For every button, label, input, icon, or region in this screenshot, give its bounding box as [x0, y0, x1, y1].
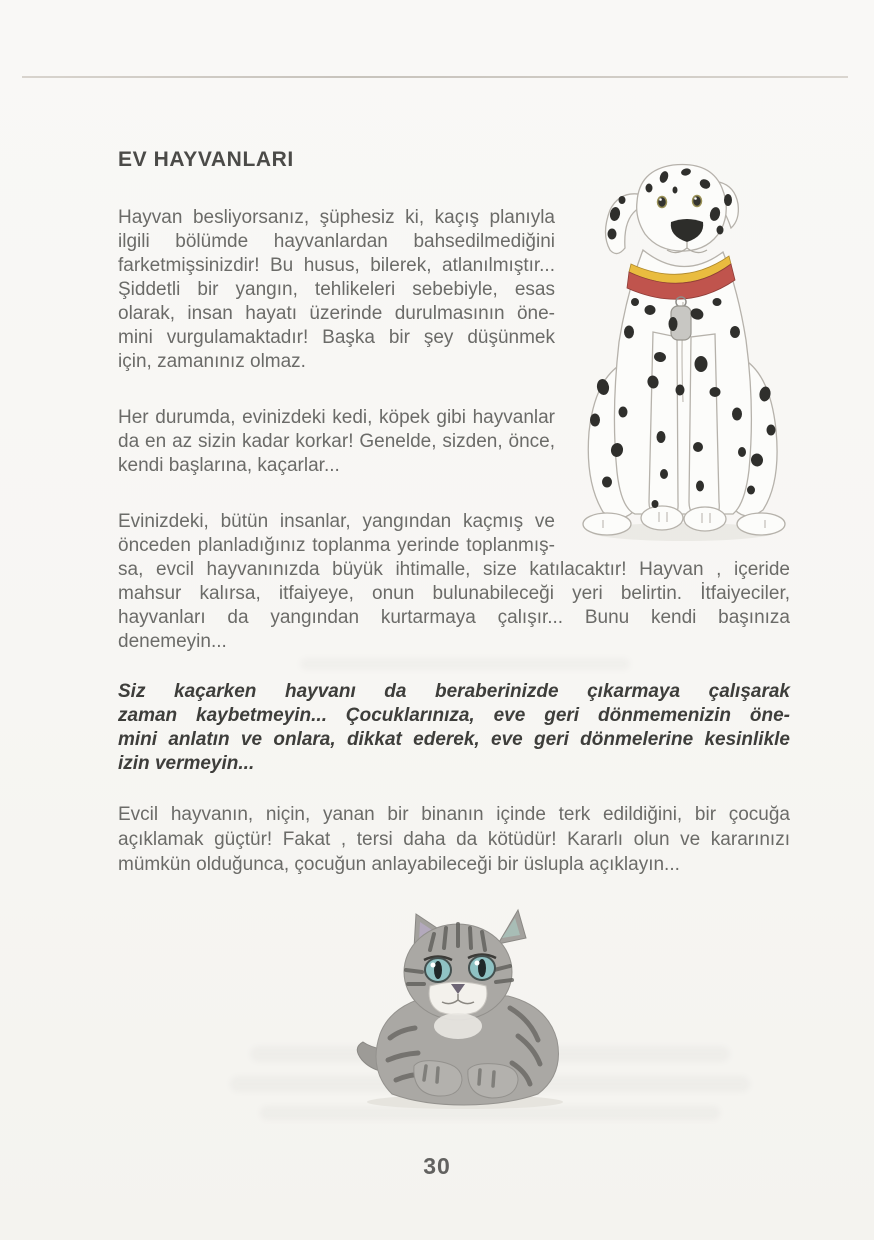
- paragraph-pets-intro: Hayvan besliyorsanız, şüphesiz ki, kaçış planıyla ilgili bölümde hayvanlardan bahsedilmediğini farketmişsinizdir! Bu husus, bilerek, atlanılmıştır... Şiddetli bir yangın, tehlikeleri sebebiyle, esas olarak, insan hayatı üzerinde durulmasının öne- mini vurgulamaktadır! Başka bir şey düşünmek için, zamanınız olmaz.: [118, 207, 555, 372]
- dog-illustration-area: [555, 148, 790, 550]
- header-rule: [22, 76, 848, 78]
- paragraph-animals-fear: Her durumda, evinizdeki kedi, köpek gibi hayvanlar da en az sizin kadar korkar! Genelde, sizden, önce, kendi başlarına, kaçarlar...: [118, 407, 555, 476]
- dalmatian-dog-illustration: [565, 152, 800, 544]
- tabby-cat-illustration: [330, 908, 590, 1113]
- text-column: [118, 148, 790, 877]
- paragraph-explain-to-child: Evcil hayvanın, niçin, yanan bir binanın içinde terk edildiğini, bir çocuğa açıklamak güçtür! Fakat , tersi daha da kötüdür! Kararlı olun ve kararınızı mümkün olduğunca, çocuğun anlayabileceği bir üslupla açıklayın...: [118, 804, 790, 875]
- cat-illustration-area: [330, 908, 590, 1118]
- paragraph-emphasis-warning: Siz kaçarken hayvanı da beraberinizde çıkarmaya çalışarak zaman kaybetmeyin... Çocuklarınıza, eve geri dönmemenizin öne- mini anlatın ve onlara, dikkat ederek, eve geri dönmelerine kesinlikle izin vermeyin...: [118, 681, 790, 774]
- page-title: EV HAYVANLARI: [118, 148, 294, 171]
- paragraph-meeting-point: Evinizdeki, bütün insanlar, yangından kaçmış ve önceden planladığınız toplanma yerinde toplanmış- sa, evcil hayvanınızda büyük ihtimalle, size katılacaktır! Hayvan , içeride mahsur kalırsa, itfaiyeye, onun bulunabileceği yeri belirtin. İtfaiyeciler, hayvanları da yangından kurtarmaya çalışır... Bunu kendi başınıza denemeyin...: [118, 511, 790, 652]
- page-number: 30: [423, 1153, 451, 1179]
